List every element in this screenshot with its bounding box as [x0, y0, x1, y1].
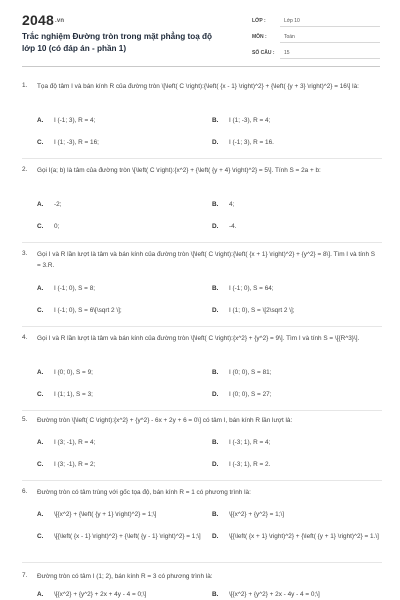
option-letter: D.: [212, 223, 219, 230]
option-text: I (-1; 0), S = 64;: [229, 285, 274, 292]
question-divider: [22, 158, 382, 159]
question-divider: [22, 562, 382, 563]
option-text: -4.: [229, 223, 237, 230]
meta-subject-value: Toán: [284, 34, 295, 40]
question-1: [22, 82, 382, 162]
question-number: 6.: [22, 488, 28, 495]
option-letter: B.: [212, 591, 219, 598]
question-2: [22, 166, 382, 242]
option-text: I (0; 0), S = 81;: [229, 369, 272, 376]
option-text: 4;: [229, 201, 235, 208]
meta-divider: [280, 58, 380, 59]
question-5: [22, 416, 382, 482]
question-number: 1.: [22, 82, 28, 89]
option-text: \[{x^2} + {y^2} = 1;\]: [229, 511, 285, 518]
option-text: I (1; -3), R = 16;: [54, 139, 99, 146]
option-letter: A.: [37, 201, 44, 208]
question-number: 2.: [22, 166, 28, 173]
option-text: I (-1; 0), S = 6\[\sqrt 2 \];: [54, 307, 122, 314]
question-divider: [22, 242, 382, 243]
logo-text: 2048: [22, 12, 54, 28]
option-text: \[{\left( {x - 1} \right)^2} + {\left( {y - 1} \right)^2} = 1;\]: [54, 533, 201, 540]
question-7: [22, 572, 382, 600]
meta-count-label: SỐ CÂU :: [252, 50, 275, 56]
option-letter: A.: [37, 369, 44, 376]
option-letter: C.: [37, 533, 44, 540]
question-number: 5.: [22, 416, 28, 423]
question-text: Đường tròn có tâm trùng với gốc tọa độ, bán kính R = 1 có phương trình là:: [37, 489, 251, 496]
meta-subject-label: MÔN :: [252, 34, 267, 40]
meta-count-row: [252, 46, 380, 60]
meta-class-label: LỚP :: [252, 18, 266, 24]
option-text: I (1; -3), R = 4;: [229, 117, 271, 124]
question-text: Tọa độ tâm I và bán kính R của đường tròn \[\left( C \right):{\left( {x - 1} \right)^2} + {\left( {y + 3} \right)^2} = 16\] là:: [37, 83, 359, 90]
option-text: \[{x^2} + {y^2} + 2x - 4y - 4 = 0;\]: [229, 591, 320, 598]
meta-divider: [280, 26, 380, 27]
option-text: \[{x^2} + {y^2} + 2x + 4y - 4 = 0;\]: [54, 591, 147, 598]
question-text: Gọi I và R lần lượt là tâm và bán kính của đường tròn \[\left( C \right):{\left( {x + 1} \right)^2} + {y^2} = 8\]. Tìm I và tính S = 3.R.: [37, 251, 376, 269]
option-text: I (3; -1), R = 4;: [54, 439, 96, 446]
question-divider: [22, 480, 382, 481]
option-text: I (3; -1), R = 2;: [54, 461, 96, 468]
meta-count-value: 15: [284, 50, 290, 56]
question-6: [22, 488, 382, 568]
meta-class-row: [252, 14, 380, 28]
meta-subject-row: [252, 30, 380, 44]
logo-suffix: .vn: [54, 18, 65, 25]
question-3: [22, 250, 382, 326]
option-text: I (1; 1), S = 3;: [54, 391, 93, 398]
question-text: Gọi I(a; b) là tâm của đường tròn \[\left( C \right):{x^2} + {\left( {y + 4} \right)^2} = 5\]. Tính S = 2a + b:: [37, 167, 321, 174]
option-letter: D.: [212, 461, 219, 468]
question-number: 4.: [22, 334, 28, 341]
option-text: I (-1; 3), R = 4;: [54, 117, 96, 124]
option-letter: A.: [37, 591, 44, 598]
page-header: [0, 0, 400, 66]
option-text: I (-3; 1), R = 2.: [229, 461, 271, 468]
option-text: I (-1; 0), S = 8;: [54, 285, 96, 292]
page-title: Trắc nghiệm Đường tròn trong mặt phẳng toạ độ lớp 10 (có đáp án - phần 1): [22, 32, 213, 53]
option-letter: D.: [212, 139, 219, 146]
option-letter: B.: [212, 439, 219, 446]
option-text: I (-1; 3), R = 16.: [229, 139, 274, 146]
option-text: 0;: [54, 223, 60, 230]
question-text: Gọi I và R lần lượt là tâm và bán kính của đường tròn \[\left( C \right):{x^2} + {y^2} = 9\]. Tìm I và tính S = \[{R^3}\].: [37, 335, 360, 342]
option-letter: A.: [37, 117, 44, 124]
option-text: I (0; 0), S = 9;: [54, 369, 93, 376]
option-letter: A.: [37, 439, 44, 446]
question-divider: [22, 410, 382, 411]
option-letter: D.: [212, 391, 219, 398]
option-letter: C.: [37, 461, 44, 468]
question-divider: [22, 326, 382, 327]
option-text: \[{\left( {x + 1} \right)^2} + {\left( {y + 1} \right)^2} = 1.\]: [229, 533, 379, 540]
option-text: -2;: [54, 201, 62, 208]
option-letter: D.: [212, 533, 219, 540]
option-text: \[{x^2} + {\left( {y + 1} \right)^2} = 1;\]: [54, 511, 157, 518]
option-letter: B.: [212, 117, 219, 124]
option-letter: D.: [212, 307, 219, 314]
question-text: Đường tròn có tâm I (1; 2), bán kính R = 3 có phương trình là:: [37, 573, 213, 580]
option-letter: C.: [37, 223, 44, 230]
option-letter: C.: [37, 391, 44, 398]
header-divider: [22, 66, 380, 67]
question-number: 3.: [22, 250, 28, 257]
option-text: I (1; 0), S = \[2\sqrt 2 \];: [229, 307, 295, 314]
question-number: 7.: [22, 572, 28, 579]
option-letter: A.: [37, 285, 44, 292]
option-text: I (0; 0), S = 27;: [229, 391, 272, 398]
question-text: Đường tròn \[\left( C \right):{x^2} + {y^2} - 6x + 2y + 6 = 0\] có tâm I, bán kính R lần lượt là:: [37, 417, 293, 424]
meta-class-value: Lớp 10: [284, 18, 300, 24]
option-letter: C.: [37, 139, 44, 146]
meta-divider: [280, 42, 380, 43]
option-letter: C.: [37, 307, 44, 314]
question-4: [22, 334, 382, 410]
option-letter: B.: [212, 369, 219, 376]
option-letter: A.: [37, 511, 44, 518]
option-text: I (-3; 1), R = 4;: [229, 439, 271, 446]
option-letter: B.: [212, 511, 219, 518]
option-letter: B.: [212, 285, 219, 292]
site-logo[interactable]: [22, 12, 64, 28]
option-letter: B.: [212, 201, 219, 208]
